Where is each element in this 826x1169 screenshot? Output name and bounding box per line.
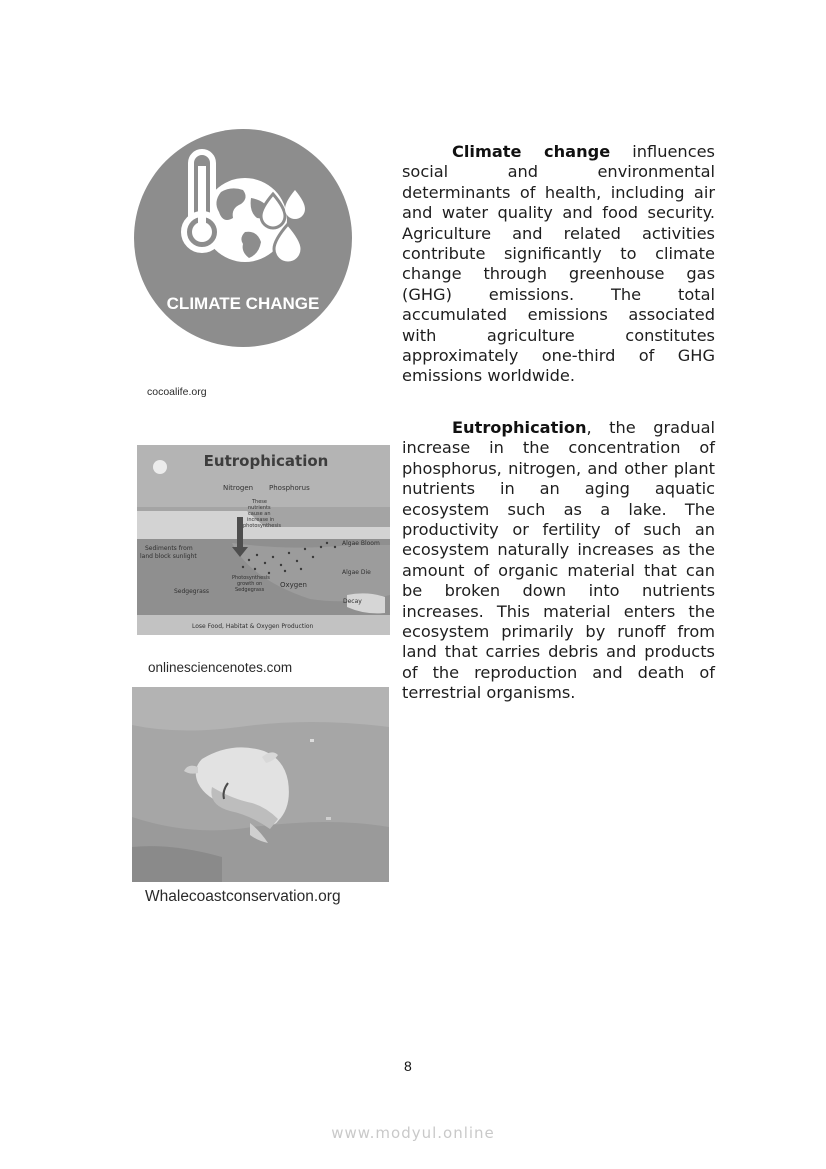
page-number: 8 [404, 1058, 412, 1074]
logo-text: CLIMATE CHANGE [166, 294, 320, 313]
label-photosynthesis: Photosynthesis [232, 575, 270, 581]
label-nutrients-note: nutrients [248, 505, 271, 511]
eutrophication-body: , the gradual increase in the concentration of phosphorus, nitrogen, and other plant nutrients in an aging aquatic ecosystem such as a lake. The productivity or fertility of such an ecosystem naturally increases as the amount of organic material that can be broken down into nutrients increases. This material enters the ecosystem primarily by runoff from land that carries debris and products of the reproduction and death of terrestrial organisms. [402, 418, 715, 703]
eutrophication-diagram-graphic [137, 445, 390, 635]
label-sediments: Sediments from [145, 545, 193, 552]
label-nutrients-note: photosynthesis [243, 523, 281, 529]
eutrophication-diagram [137, 445, 390, 635]
label-nutrients-note: cause an [248, 511, 271, 517]
climate-paragraph [402, 142, 715, 387]
label-oxygen: Oxygen [280, 581, 307, 589]
label-nitrogen: Nitrogen [223, 484, 254, 492]
climate-change-logo-graphic [133, 128, 353, 348]
climate-term: Climate change [452, 142, 611, 161]
thermometer-icon [184, 152, 220, 250]
sun-icon [153, 460, 167, 474]
eutrophication-paragraph [402, 418, 715, 704]
diagram-title: Eutrophication [203, 452, 329, 470]
label-decay: Decay [343, 598, 362, 605]
label-algae-die: Algae Die [342, 569, 371, 576]
diagram-footer: Lose Food, Habitat & Oxygen Production [192, 623, 314, 630]
eutrophication-term: Eutrophication [452, 418, 587, 437]
label-nutrients-note: These [252, 499, 267, 505]
climate-caption: cocoalife.org [147, 386, 207, 398]
stranded-dolphin-photo-graphic [132, 687, 389, 882]
label-sediments: land block sunlight [140, 553, 197, 560]
label-phosphorus: Phosphorus [269, 484, 310, 492]
whale-caption: Whalecoastconservation.org [145, 888, 341, 905]
watermark: www.modyul.online [331, 1124, 495, 1142]
climate-change-logo [133, 128, 353, 348]
climate-body: influences social and environmental determinants of health, including air and water quality and food security. Agriculture and related activities contribute significantly to climate change through greenhouse gas (GHG) emissions. The total accumulated emissions associated with agriculture constitutes approximately one-third of GHG emissions worldwide. [402, 142, 715, 386]
stranded-dolphin-photo [132, 687, 389, 882]
label-nutrients-note: increase in [247, 517, 275, 523]
label-sedgegrass: Sedgegrass [174, 588, 210, 595]
label-photosynthesis: Sedgegrass [235, 587, 265, 593]
label-algae-bloom: Algae Bloom [342, 540, 380, 547]
label-photosynthesis: growth on [237, 581, 263, 587]
eutrophication-caption: onlinesciencenotes.com [148, 660, 293, 675]
